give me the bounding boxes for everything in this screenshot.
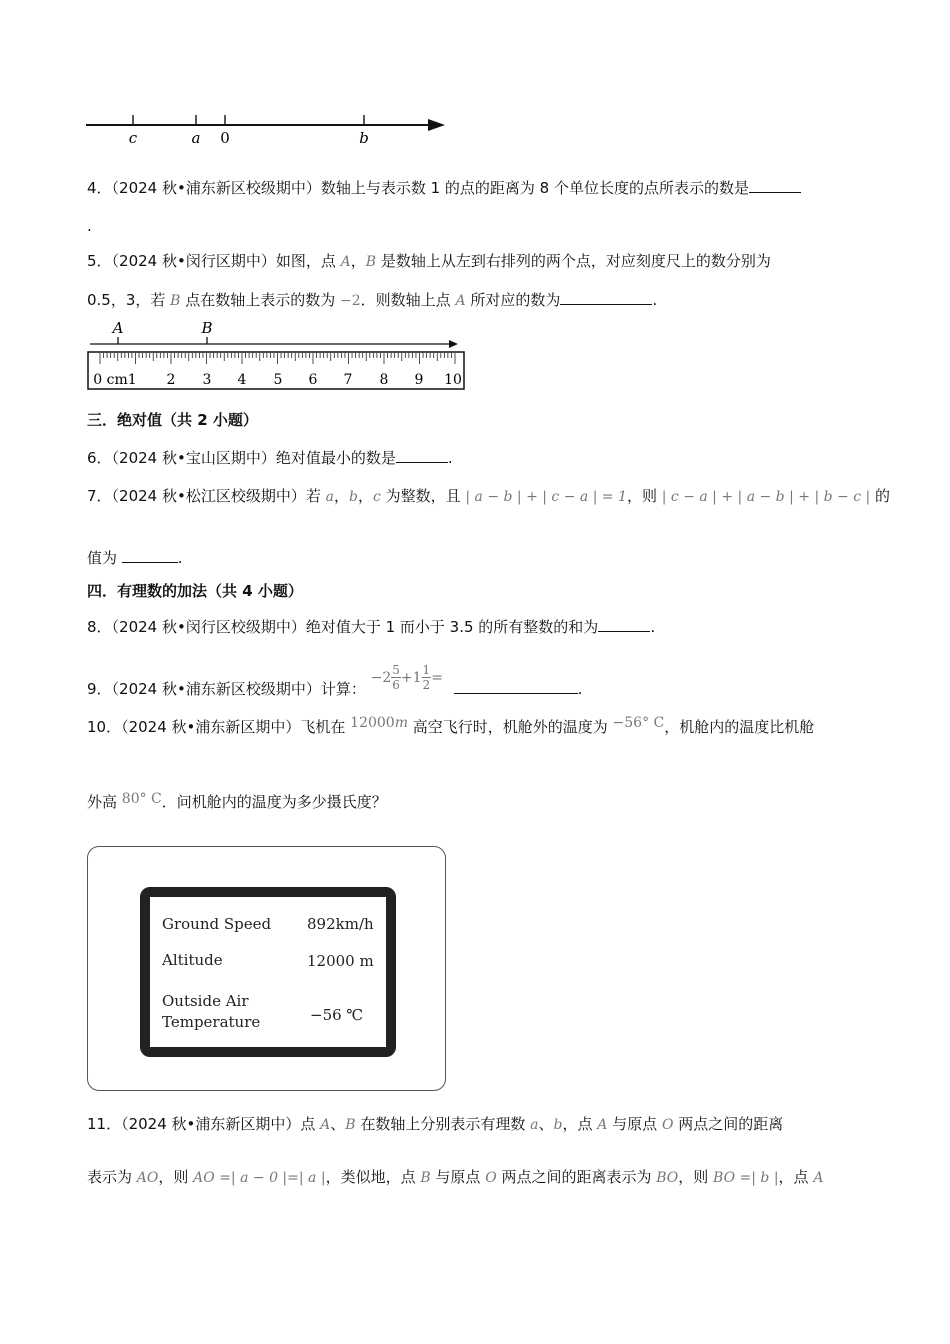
- ruler-label-A: A: [112, 319, 124, 337]
- number-line-figure: [80, 108, 460, 150]
- label-c: c: [128, 129, 138, 147]
- question-7-line2: 值为 .: [87, 546, 183, 569]
- answer-blank[interactable]: [598, 615, 650, 632]
- ruler-tick-label: 6: [308, 372, 318, 388]
- question-11-line1: 11．（2024 秋•浦东新区期中）点 A、B 在数轴上分别表示有理数 a、b，点 A 与原点 O 两点之间的距离: [87, 1115, 784, 1133]
- question-4: 4．（2024 秋•浦东新区校级期中）数轴上与表示数 1 的点的距离为 8 个单位长度的点所表示的数是: [87, 176, 801, 199]
- altitude-value: 12000 m: [307, 952, 374, 970]
- ao-expression: AO =| a − 0 |=| a |: [193, 1170, 326, 1186]
- question-4-end: .: [87, 217, 92, 235]
- temperature-value: −56 ℃: [310, 1006, 364, 1024]
- ruler-tick-label: 8: [379, 372, 389, 388]
- label-b: b: [359, 129, 369, 147]
- ruler-tick-label: 10: [444, 372, 462, 388]
- fraction-1-2: $\frac{1}{2}$: [422, 663, 431, 692]
- question-8: 8．（2024 秋•闵行区校级期中）绝对值大于 1 而小于 3.5 的所有整数的和为 .: [87, 615, 655, 638]
- question-9: 9．（2024 秋•浦东新区校级期中）计算： −2 $\frac{5}{6}$ +1 $\frac{1}{2}$ = .: [87, 663, 583, 698]
- ruler-tick-label: 2: [166, 372, 176, 388]
- ground-speed-value: 892km/h: [307, 915, 374, 933]
- answer-blank[interactable]: [122, 546, 178, 563]
- ruler-tick-label: 7: [343, 372, 353, 388]
- condition-expression: | a − b | + | c − a | = 1: [465, 489, 627, 505]
- ruler-arrow-icon: [449, 340, 458, 348]
- label-a: a: [191, 129, 201, 147]
- outside-air-label: Outside Air: [162, 992, 249, 1010]
- section-4-title: 四．有理数的加法（共 4 小题）: [87, 582, 303, 600]
- question-10-line1: 10．（2024 秋•浦东新区期中）飞机在 12000m 高空飞行时，机舱外的温度为 −56° C，机舱内的温度比机舱: [87, 715, 815, 736]
- label-0: 0: [220, 129, 230, 147]
- section-3-title: 三．绝对值（共 2 小题）: [87, 411, 258, 429]
- axis-arrow-icon: [428, 119, 445, 131]
- ruler-tick-label: 5: [273, 372, 283, 388]
- question-11-line2: 表示为 AO，则 AO =| a − 0 |=| a |，类似地，点 B 与原点 O 两点之间的距离表示为 BO，则 BO =| b |，点 A: [87, 1168, 824, 1186]
- bo-expression: BO =| b |: [713, 1170, 779, 1186]
- question-7-line1: 7．（2024 秋•松江区校级期中）若 a，b，c 为整数，且 | a − b | + | c − a | = 1，则 | c − a | + | a − b | + | b − c | 的: [87, 487, 890, 505]
- ruler-tick-label: 3: [202, 372, 212, 388]
- ground-speed-label: Ground Speed: [162, 915, 272, 933]
- question-10-line2: 外高 80° C．问机舱内的温度为多少摄氏度？: [87, 791, 387, 811]
- ruler-ticks: [100, 353, 455, 364]
- fraction-5-6: $\frac{5}{6}$: [392, 663, 400, 692]
- altitude-label: Altitude: [162, 951, 223, 969]
- ruler-tick-label: 0 cm1: [93, 372, 137, 388]
- ruler-tick-label: 9: [414, 372, 424, 388]
- ruler-label-B: B: [201, 319, 213, 337]
- question-5-line1: 5．（2024 秋•闵行区期中）如图，点 A，B 是数轴上从左到右排列的两个点，对应刻度尺上的数分别为: [87, 252, 771, 270]
- ruler-tick-label: 4: [237, 372, 247, 388]
- answer-blank[interactable]: [560, 288, 652, 305]
- question-6: 6．（2024 秋•宝山区期中）绝对值最小的数是 .: [87, 446, 453, 469]
- question-5-line2: 0.5，3，若 B 点在数轴上表示的数为 −2．则数轴上点 A 所对应的数为 .: [87, 288, 657, 312]
- target-expression: | c − a | + | a − b | + | b − c |: [661, 489, 871, 505]
- answer-blank[interactable]: [396, 446, 448, 463]
- answer-blank[interactable]: [454, 677, 578, 694]
- temperature-label: Temperature: [162, 1013, 261, 1031]
- ruler-figure: [85, 318, 470, 393]
- answer-blank[interactable]: [749, 176, 801, 193]
